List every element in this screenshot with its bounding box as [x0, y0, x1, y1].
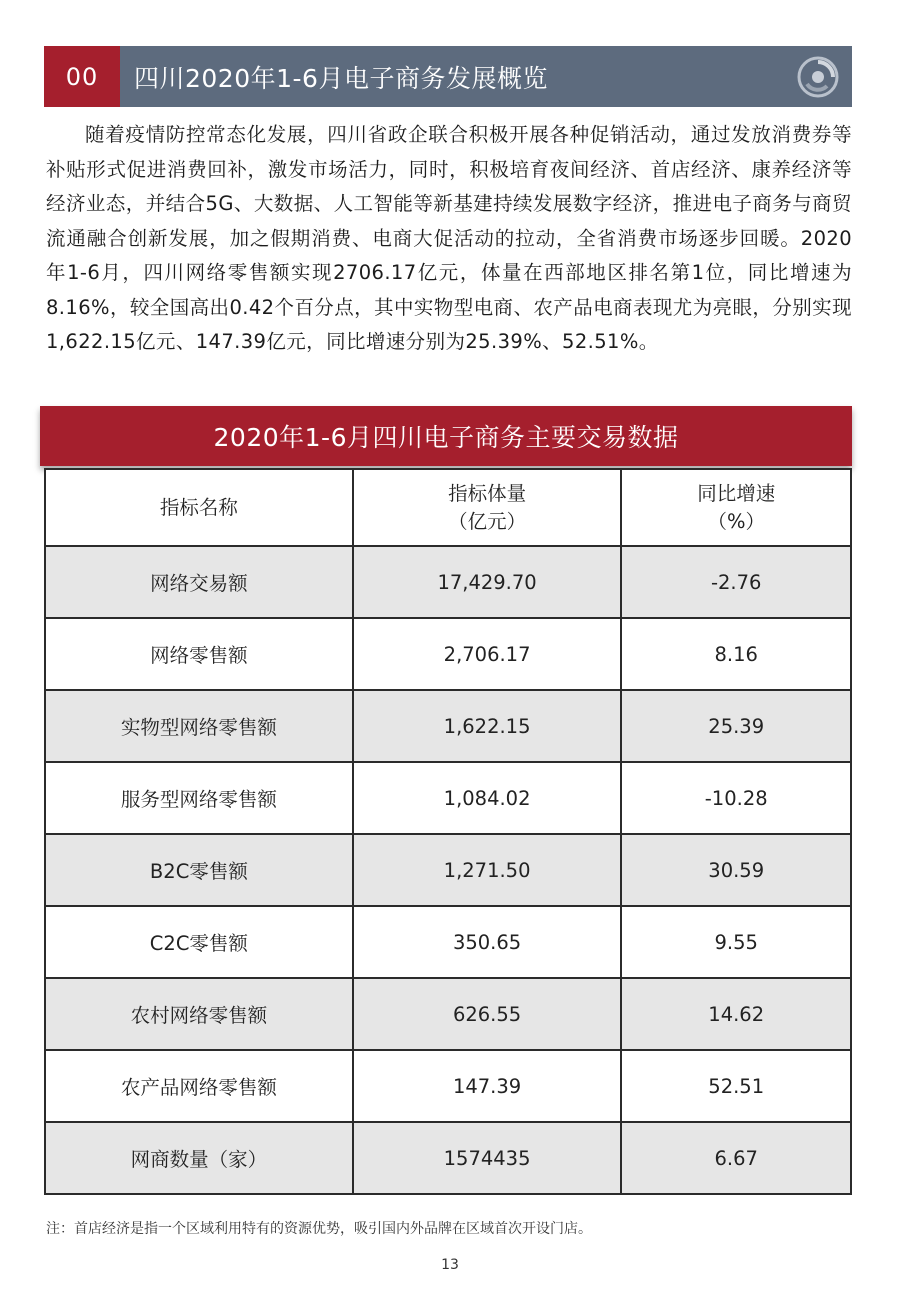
row-volume: 147.39	[353, 1050, 622, 1122]
row-volume: 1,271.50	[353, 834, 622, 906]
row-volume: 626.55	[353, 978, 622, 1050]
table-row	[45, 978, 851, 1050]
table-row	[45, 834, 851, 906]
table-row	[45, 906, 851, 978]
table-row	[45, 690, 851, 762]
row-growth: 8.16	[621, 618, 851, 690]
row-name: B2C零售额	[45, 834, 353, 906]
row-name: 服务型网络零售额	[45, 762, 353, 834]
data-table	[44, 468, 852, 1195]
row-name: 网络交易额	[45, 546, 353, 618]
header-indicator-name: 指标名称	[45, 469, 353, 546]
row-growth: 9.55	[621, 906, 851, 978]
row-name: 网商数量（家）	[45, 1122, 353, 1194]
table-row	[45, 1050, 851, 1122]
row-growth: 52.51	[621, 1050, 851, 1122]
row-growth: 14.62	[621, 978, 851, 1050]
row-growth: -2.76	[621, 546, 851, 618]
row-volume: 17,429.70	[353, 546, 622, 618]
section-number: 00	[44, 46, 120, 107]
page-number: 13	[441, 1257, 459, 1273]
row-growth: 6.67	[621, 1122, 851, 1194]
row-name: 实物型网络零售额	[45, 690, 353, 762]
section-header	[44, 46, 852, 107]
row-volume: 1574435	[353, 1122, 622, 1194]
table-row	[45, 546, 851, 618]
row-volume: 1,622.15	[353, 690, 622, 762]
table-row	[45, 762, 851, 834]
table-title: 2020年1-6月四川电子商务主要交易数据	[40, 406, 852, 466]
row-volume: 1,084.02	[353, 762, 622, 834]
row-growth: -10.28	[621, 762, 851, 834]
table-row	[45, 618, 851, 690]
row-growth: 30.59	[621, 834, 851, 906]
table-row	[45, 1122, 851, 1194]
row-name: 农产品网络零售额	[45, 1050, 353, 1122]
row-name: 农村网络零售额	[45, 978, 353, 1050]
table-header-row	[45, 469, 851, 546]
row-volume: 350.65	[353, 906, 622, 978]
section-title: 四川2020年1-6月电子商务发展概览	[134, 63, 548, 93]
row-name: C2C零售额	[45, 906, 353, 978]
header-growth: 同比增速 （%）	[621, 469, 851, 546]
row-growth: 25.39	[621, 690, 851, 762]
header-volume: 指标体量 （亿元）	[353, 469, 622, 546]
row-volume: 2,706.17	[353, 618, 622, 690]
swirl-logo-icon	[796, 55, 840, 99]
footnote: 注：首店经济是指一个区域利用特有的资源优势，吸引国内外品牌在区域首次开设门店。	[46, 1221, 592, 1237]
row-name: 网络零售额	[45, 618, 353, 690]
intro-paragraph: 随着疫情防控常态化发展，四川省政企联合积极开展各种促销活动，通过发放消费券等补贴形式促进消费回补，激发市场活力，同时，积极培育夜间经济、首店经济、康养经济等经济业态，并结合5G、大数据、人工智能等新基建持续发展数字经济，推进电子商务与商贸流通融合创新发展，加之假期消费、电商大促活动的拉动，全省消费市场逐步回暖。2020年1-6月，四川网络零售额实现2706.17亿元，体量在西部地区排名第1位，同比增速为8.16%，较全国高出0.42个百分点，其中实物型电商、农产品电商表现尤为亮眼，分别实现1,622.15亿元、147.39亿元，同比增速分别为25.39%、52.51%。	[46, 123, 852, 353]
